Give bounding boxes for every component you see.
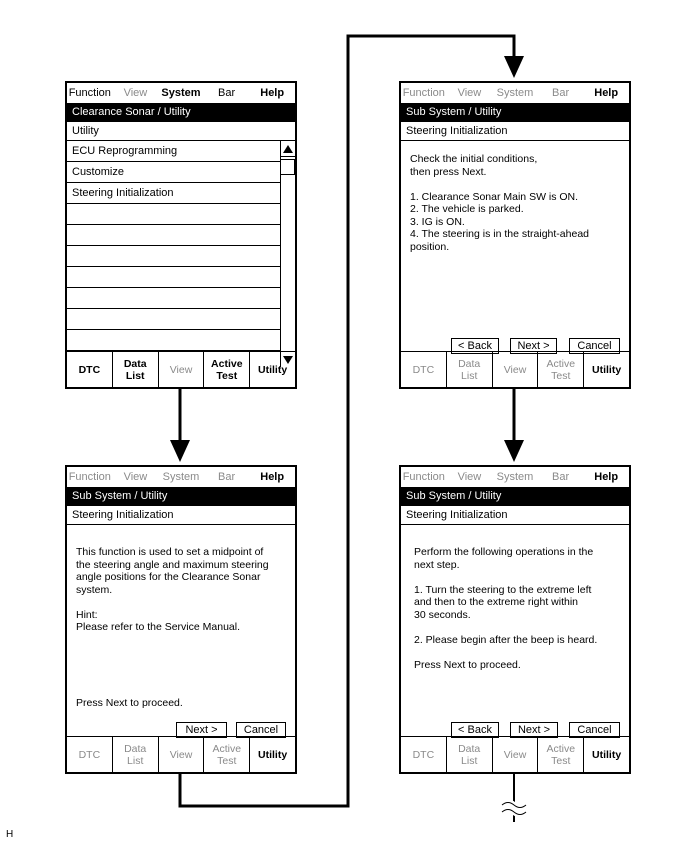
tab-data-list[interactable]: Data List	[447, 737, 493, 772]
back-button[interactable]: < Back	[451, 338, 499, 354]
tab-dtc[interactable]: DTC	[401, 352, 447, 387]
tab-dtc[interactable]: DTC	[67, 352, 113, 387]
screen-utility-menu	[65, 81, 297, 389]
tab-dtc[interactable]: DTC	[401, 737, 447, 772]
menu-help[interactable]: Help	[260, 87, 285, 99]
description-text: This function is used to set a midpoint of the steering angle and maximum steering angle positions for the Clearance Sonar system. Hint: Please refer to the Service Manual.	[76, 546, 269, 633]
list-item-empty	[67, 225, 280, 246]
menu-bar	[401, 467, 629, 487]
tab-bar	[401, 736, 629, 772]
tab-active-test[interactable]: Active Test	[538, 352, 584, 387]
scroll-up-button[interactable]	[281, 141, 295, 157]
list-item-empty	[67, 204, 280, 225]
break-mark	[502, 803, 526, 815]
menu-bar-item[interactable]: Bar	[218, 87, 236, 99]
back-button[interactable]: < Back	[451, 722, 499, 738]
menu-bar-item[interactable]: Bar	[552, 471, 570, 483]
next-button[interactable]: Next >	[510, 722, 558, 738]
menu-bar-item[interactable]: Bar	[552, 87, 570, 99]
menu-bar-item[interactable]: Bar	[218, 471, 236, 483]
list-item-empty	[67, 330, 280, 351]
tab-bar	[67, 736, 295, 772]
tab-data-list[interactable]: Data List	[113, 737, 159, 772]
screen-subtitle: Utility	[67, 122, 295, 141]
list-item-steering-initialization[interactable]: Steering Initialization	[67, 183, 280, 204]
screen-title: Clearance Sonar / Utility	[67, 103, 295, 122]
figure-id: H	[6, 829, 14, 840]
next-button[interactable]: Next >	[176, 722, 227, 738]
menu-bar	[67, 83, 295, 103]
cancel-button[interactable]: Cancel	[569, 722, 620, 738]
menu-function[interactable]: Function	[402, 87, 445, 99]
next-button[interactable]: Next >	[510, 338, 557, 354]
tab-view[interactable]: View	[159, 737, 205, 772]
triangle-up-icon	[283, 145, 293, 153]
tab-utility[interactable]: Utility	[592, 363, 622, 376]
menu-view[interactable]: View	[457, 87, 482, 99]
cancel-button[interactable]: Cancel	[569, 338, 620, 354]
menu-system[interactable]: System	[496, 471, 534, 483]
tab-utility[interactable]: Utility	[592, 748, 622, 761]
menu-view[interactable]: View	[123, 87, 148, 99]
arrow-s3-to-s2-head	[504, 56, 524, 78]
tab-utility[interactable]: Utility	[258, 363, 288, 376]
menu-help[interactable]: Help	[260, 471, 285, 483]
list-item-empty	[67, 309, 280, 330]
tab-bar	[401, 351, 629, 387]
tab-utility[interactable]: Utility	[258, 748, 288, 761]
instruction-text: Check the initial conditions, then press Next. 1. Clearance Sonar Main SW is ON. 2. The vehicle is parked. 3. IG is ON. 4. The steering is in the straight-ahead position.	[410, 153, 589, 253]
list-item-empty	[67, 267, 280, 288]
menu-system[interactable]: System	[162, 471, 200, 483]
menu-view[interactable]: View	[123, 471, 148, 483]
menu-system[interactable]: System	[496, 87, 534, 99]
screen-subtitle: Steering Initialization	[401, 506, 629, 525]
arrow-s1-to-s3-head	[170, 440, 190, 462]
list-item-customize[interactable]: Customize	[67, 162, 280, 183]
screen-title: Sub System / Utility	[67, 487, 295, 506]
arrow-s2-to-s4-head	[504, 440, 524, 462]
menu-view[interactable]: View	[457, 471, 482, 483]
menu-function[interactable]: Function	[68, 471, 111, 483]
menu-function[interactable]: Function	[68, 87, 111, 99]
menu-system[interactable]: System	[161, 87, 201, 99]
menu-function[interactable]: Function	[402, 471, 445, 483]
screen-title: Sub System / Utility	[401, 487, 629, 506]
tab-data-list[interactable]: Data List	[113, 352, 159, 387]
tab-active-test[interactable]: Active Test	[538, 737, 584, 772]
scroll-thumb[interactable]	[281, 159, 295, 175]
screen-initial-conditions	[399, 81, 631, 389]
proceed-text: Press Next to proceed.	[76, 697, 183, 709]
cancel-button[interactable]: Cancel	[236, 722, 286, 738]
menu-help[interactable]: Help	[594, 87, 619, 99]
operations-text: Perform the following operations in the next step. 1. Turn the steering to the extreme left and then to the extreme right within 30 seconds. 2. Please begin after the beep is heard. Press Next to proceed.	[414, 546, 598, 671]
screen-subtitle: Steering Initialization	[401, 122, 629, 141]
screen-subtitle: Steering Initialization	[67, 506, 295, 525]
screen-function-description	[65, 465, 297, 774]
menu-bar	[67, 467, 295, 487]
screen-operations	[399, 465, 631, 774]
screen-title: Sub System / Utility	[401, 103, 629, 122]
list-item-empty	[67, 288, 280, 309]
tab-bar	[67, 351, 295, 387]
menu-help[interactable]: Help	[594, 471, 619, 483]
tab-active-test[interactable]: Active Test	[204, 352, 250, 387]
tab-view[interactable]: View	[493, 352, 539, 387]
list-item-ecu-reprogramming[interactable]: ECU Reprogramming	[67, 141, 280, 162]
tab-active-test[interactable]: Active Test	[204, 737, 250, 772]
tab-dtc[interactable]: DTC	[67, 737, 113, 772]
menu-bar	[401, 83, 629, 103]
tab-view[interactable]: View	[493, 737, 539, 772]
tab-view[interactable]: View	[159, 352, 205, 387]
list-item-empty	[67, 246, 280, 267]
tab-data-list[interactable]: Data List	[447, 352, 493, 387]
scrollbar[interactable]	[280, 141, 295, 367]
